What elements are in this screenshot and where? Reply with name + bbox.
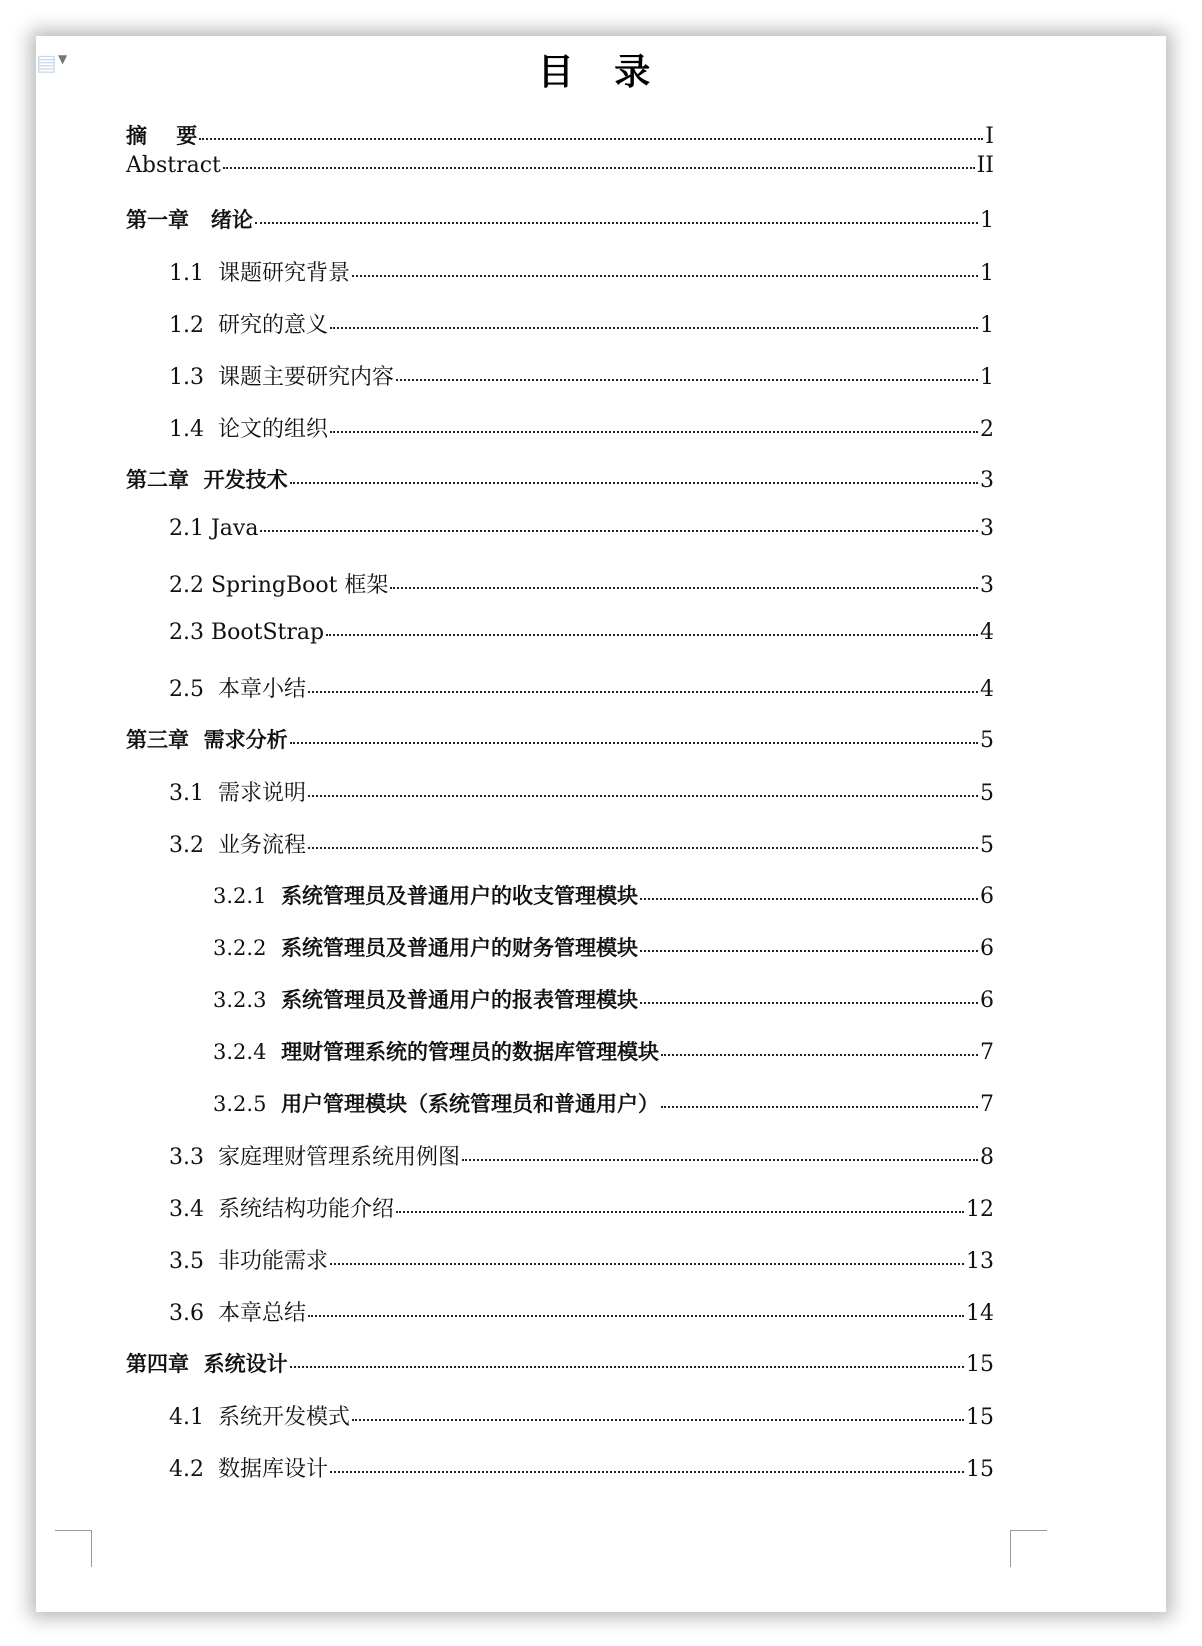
toc-entry-number: 3.2.4	[213, 1040, 267, 1064]
dot-leader	[661, 1104, 978, 1108]
toc-entry-title: 系统管理员及普通用户的报表管理模块	[281, 988, 639, 1012]
toc-page-number: 12	[966, 1197, 994, 1222]
toc-entry-label: 1.1 课题研究背景	[169, 261, 350, 286]
toc-entry-title: 理财管理系统的管理员的数据库管理模块	[281, 1040, 660, 1064]
toc-entry-label: 1.2 研究的意义	[169, 313, 328, 338]
toc-page-number: 1	[980, 208, 994, 233]
toc-entry-3-2-2[interactable]	[213, 932, 994, 962]
toc-entry-title: 用户管理模块（系统管理员和普通用户）	[281, 1092, 660, 1116]
crop-mark-left	[55, 1530, 92, 1567]
dot-leader	[290, 1364, 964, 1368]
dot-leader	[390, 585, 978, 589]
toc-page-number: 5	[980, 781, 994, 806]
toc-page-number: 1	[980, 313, 994, 338]
toc-page-number: 7	[980, 1092, 994, 1117]
toc-entry-4-1[interactable]	[169, 1400, 994, 1431]
toc-entry-2-2[interactable]	[169, 568, 994, 599]
toc-entry-chapter-2[interactable]	[126, 464, 994, 494]
toc-entry-label: 3.1 需求说明	[169, 781, 306, 806]
toc-entry-label: 1.4 论文的组织	[169, 417, 328, 442]
dot-leader	[330, 429, 978, 433]
toc-entry-title: 系统管理员及普通用户的收支管理模块	[281, 884, 639, 908]
dot-leader	[199, 136, 983, 140]
crop-mark-right	[1010, 1530, 1047, 1567]
dot-leader	[290, 740, 978, 744]
toc-entry-label: 2.3 BootStrap	[169, 620, 325, 645]
page-title: 目 录	[537, 52, 665, 93]
toc-entry-label	[213, 1088, 659, 1118]
dot-leader	[661, 1052, 978, 1056]
toc-entry-label	[213, 984, 638, 1014]
toc-entry-chapter-4[interactable]	[126, 1348, 994, 1378]
document-page	[36, 36, 1166, 1612]
toc-entry-4-2[interactable]	[169, 1452, 994, 1483]
dot-leader	[308, 845, 978, 849]
toc-page-number: 1	[980, 365, 994, 390]
dot-leader	[308, 689, 978, 693]
toc-entry-chapter-3[interactable]	[126, 724, 994, 754]
toc-entry-label: 4.2 数据库设计	[169, 1457, 328, 1482]
toc-entry-3-6[interactable]	[169, 1296, 994, 1327]
toc-entry-3-3[interactable]	[169, 1140, 994, 1171]
toc-page-number: 2	[980, 417, 994, 442]
toc-page-number: 3	[980, 468, 994, 493]
toc-entry-2-5[interactable]	[169, 672, 994, 703]
toc-entry-label: 第一章 绪论	[126, 208, 253, 232]
toc-entry-3-2-3[interactable]	[213, 984, 994, 1014]
toc-entry-label: 2.5 本章小结	[169, 677, 306, 702]
toc-entry-number: 3.2.5	[213, 1092, 267, 1116]
toc-page-number: 14	[966, 1301, 994, 1326]
chevron-down-icon[interactable]: ▼	[58, 52, 68, 66]
toc-page-number: 7	[980, 1040, 994, 1065]
toc-entry-label: 4.1 系统开发模式	[169, 1405, 350, 1430]
toc-entry-label: 3.2 业务流程	[169, 833, 306, 858]
dot-leader	[255, 220, 978, 224]
dot-leader	[223, 165, 975, 169]
toc-entry-3-2-1[interactable]	[213, 880, 994, 910]
dot-leader	[640, 1000, 978, 1004]
dot-leader	[260, 528, 978, 532]
toc-entry-3-2-5[interactable]	[213, 1088, 994, 1118]
toc-entry-3-4[interactable]	[169, 1192, 994, 1223]
toc-entry-chapter-1[interactable]	[126, 204, 994, 234]
toc-entry-1-2[interactable]	[169, 308, 994, 339]
dot-leader	[290, 480, 978, 484]
toc-page-number: 6	[980, 936, 994, 961]
dot-leader	[462, 1157, 978, 1161]
dot-leader	[326, 632, 978, 636]
toc-entry-label	[213, 1036, 659, 1066]
toc-entry-number: 3.2.2	[213, 936, 267, 960]
toc-entry-number: 3.2.1	[213, 884, 267, 908]
toc-entry-2-3[interactable]	[169, 620, 994, 645]
toc-entry-label: 2.2 SpringBoot 框架	[169, 573, 389, 598]
toc-entry-label: 3.5 非功能需求	[169, 1249, 328, 1274]
dot-leader	[396, 377, 978, 381]
dot-leader	[640, 896, 978, 900]
dot-leader	[308, 1313, 964, 1317]
toc-entry-abstract-en[interactable]	[126, 153, 994, 178]
toc-entry-1-4[interactable]	[169, 412, 994, 443]
toc-entry-number: 3.2.3	[213, 988, 267, 1012]
toc-entry-2-1[interactable]	[169, 516, 994, 541]
toc-page-number: 13	[966, 1249, 994, 1274]
dot-leader	[352, 1417, 964, 1421]
toc-entry-label	[213, 932, 638, 962]
toc-page-number: 6	[980, 988, 994, 1013]
dot-leader	[352, 273, 978, 277]
toc-entry-1-3[interactable]	[169, 360, 994, 391]
toc-page-number: 5	[980, 728, 994, 753]
toc-page-number: 15	[966, 1352, 994, 1377]
toc-entry-label: 2.1 Java	[169, 516, 259, 541]
dot-leader	[330, 1261, 964, 1265]
toc-entry-label: 第三章 需求分析	[126, 728, 288, 752]
toc-page-number: 6	[980, 884, 994, 909]
toc-page-number: 15	[966, 1405, 994, 1430]
toc-entry-label: 第四章 系统设计	[126, 1352, 288, 1376]
toc-entry-label: 1.3 课题主要研究内容	[169, 365, 394, 390]
dot-leader	[308, 793, 978, 797]
dot-leader	[396, 1209, 964, 1213]
toc-page-number: 4	[980, 677, 994, 702]
toc-entry-label	[213, 880, 638, 910]
toc-entry-3-5[interactable]	[169, 1244, 994, 1275]
toc-entry-label: 3.3 家庭理财管理系统用例图	[169, 1145, 460, 1170]
toc-page-number: 8	[980, 1145, 994, 1170]
toc-entry-label: Abstract	[126, 153, 221, 178]
dot-leader	[330, 325, 978, 329]
toc-page-number: 4	[980, 620, 994, 645]
toc-page-number: 3	[980, 573, 994, 598]
toc-entry-label: 第二章 开发技术	[126, 468, 288, 492]
toc-page-number: 15	[966, 1457, 994, 1482]
dot-leader	[330, 1469, 964, 1473]
toc-entry-title: 系统管理员及普通用户的财务管理模块	[281, 936, 639, 960]
toc-entry-3-2-4[interactable]	[213, 1036, 994, 1066]
toc-entry-label: 3.6 本章总结	[169, 1301, 306, 1326]
toc-page-number: I	[985, 124, 994, 149]
toc-entry-label: 摘 要	[126, 124, 198, 148]
toc-entry-1-1[interactable]	[169, 256, 994, 287]
toc-page-number: 5	[980, 833, 994, 858]
toc-page-number: 1	[980, 261, 994, 286]
toc-entry-label: 3.4 系统结构功能介绍	[169, 1197, 394, 1222]
toc-entry-3-1[interactable]	[169, 776, 994, 807]
document-icon[interactable]: ▤	[36, 51, 57, 76]
toc-page-number: II	[976, 153, 994, 178]
toc-entry-3-2[interactable]	[169, 828, 994, 859]
toc-page-number: 3	[980, 516, 994, 541]
toc-entry-abstract-cn[interactable]	[126, 120, 994, 150]
dot-leader	[640, 948, 978, 952]
